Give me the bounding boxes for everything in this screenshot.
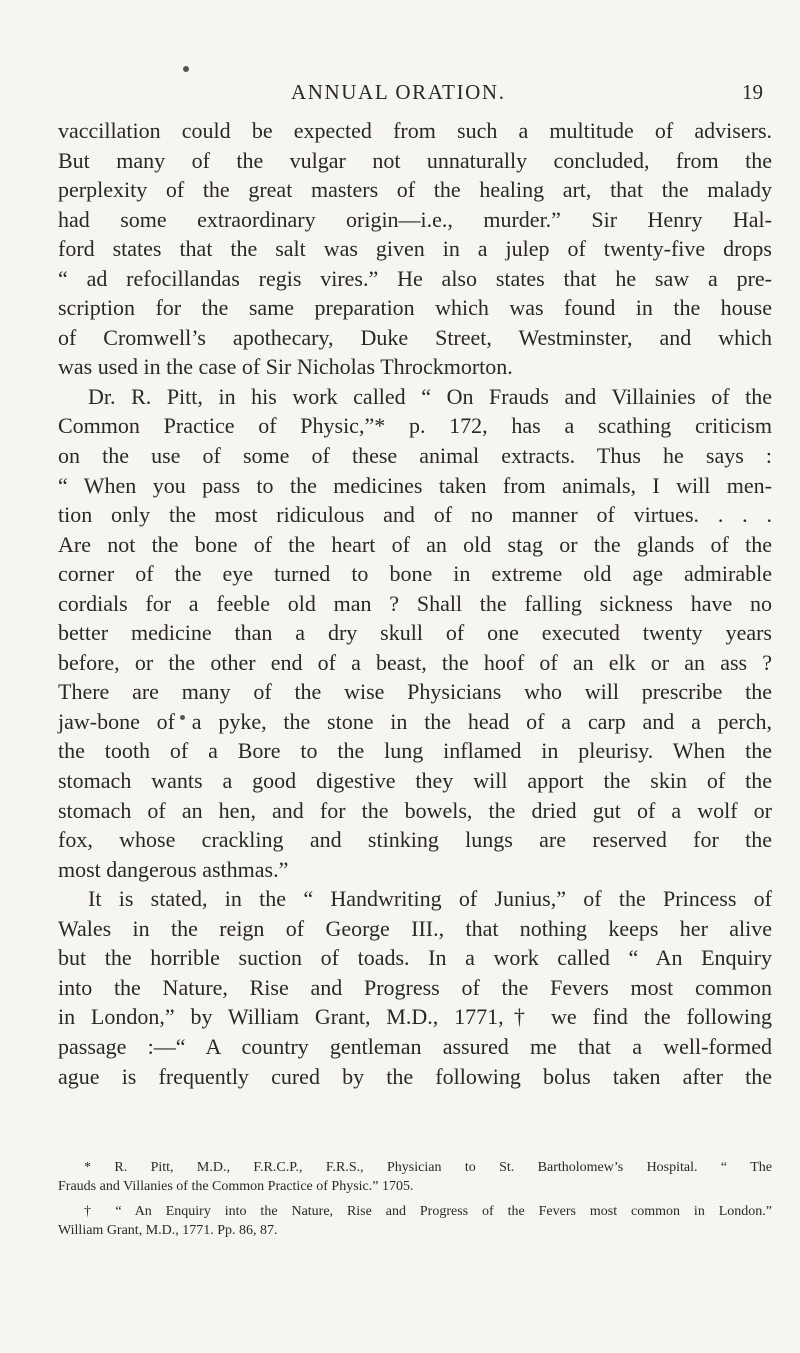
text-line: but the horrible suction of toads. In a work called “ An Enquiry [58, 945, 772, 971]
text-line: before, or the other end of a beast, the hoof of an elk or an ass ? [58, 649, 772, 675]
text-line: “ ad refocillandas regis vires.” He also states that he saw a pre- [58, 265, 772, 291]
text-line: vaccillation could be expected from such a multitude of advisers. [58, 118, 772, 143]
text-line: on the use of some of these animal extracts. Thus he says : [58, 443, 772, 469]
text-line: Wales in the reign of George III., that nothing keeps her alive [58, 915, 772, 941]
paragraph-start-line: Dr. R. Pitt, in his work called “ On Frauds and Villainies of the [88, 383, 772, 409]
body-text [58, 116, 772, 1091]
text-line: Are not the bone of the heart of an old stag or the glands of the [58, 531, 772, 557]
text-line: Common Practice of Physic,”* p. 172, has a scathing criticism [58, 413, 772, 439]
text-line: perplexity of the great masters of the healing art, that the malady [58, 177, 772, 203]
footnote-line: † “ An Enquiry into the Nature, Rise and Progress of the Fevers most common in London.” [84, 1204, 772, 1219]
text-line: of Cromwell’s apothecary, Duke Street, Westminster, and which [58, 324, 772, 350]
paragraph-start-line: It is stated, in the “ Handwriting of Junius,” of the Princess of [88, 886, 772, 912]
ink-speck [183, 66, 189, 72]
running-head: ANNUAL ORATION. [291, 80, 506, 104]
text-line: fox, whose crackling and stinking lungs are reserved for the [58, 827, 772, 853]
text-line: “ When you pass to the medicines taken from animals, I will men- [58, 472, 772, 498]
text-line: jaw-bone of a pyke, the stone in the head of a carp and a perch, [58, 708, 772, 734]
page-number: 19 [742, 80, 763, 104]
text-line: was used in the case of Sir Nicholas Throckmorton. [58, 354, 513, 380]
footnote-line: William Grant, M.D., 1771. Pp. 86, 87. [58, 1223, 278, 1238]
text-line: tion only the most ridiculous and of no manner of virtues. . . . [58, 502, 772, 528]
footnote-line: * R. Pitt, M.D., F.R.C.P., F.R.S., Physician to St. Bartholomew’s Hospital. “ The [84, 1160, 772, 1175]
text-line: stomach of an hen, and for the bowels, the dried gut of a wolf or [58, 797, 772, 823]
text-line: better medicine than a dry skull of one executed twenty years [58, 620, 772, 646]
text-line: But many of the vulgar not unnaturally concluded, from the [58, 147, 772, 173]
text-line: passage :—“ A country gentleman assured me that a well-formed [58, 1033, 772, 1059]
text-line: into the Nature, Rise and Progress of the Fevers most common [58, 974, 772, 1000]
text-line: the tooth of a Bore to the lung inflamed in pleurisy. When the [58, 738, 772, 764]
text-line: had some extraordinary origin—i.e., murder.” Sir Henry Hal- [58, 206, 772, 232]
text-line: corner of the eye turned to bone in extreme old age admirable [58, 561, 772, 587]
text-line: ague is frequently cured by the following bolus taken after the [58, 1063, 772, 1089]
text-line: cordials for a feeble old man ? Shall the falling sickness have no [58, 590, 772, 616]
footnote-line: Frauds and Villanies of the Common Practice of Physic.” 1705. [58, 1179, 414, 1194]
text-line: There are many of the wise Physicians who will prescribe the [58, 679, 772, 705]
text-line: most dangerous asthmas.” [58, 856, 289, 882]
footnotes [58, 1158, 772, 1240]
text-line: stomach wants a good digestive they will apport the skin of the [58, 768, 772, 794]
text-line: scription for the same preparation which was found in the house [58, 295, 772, 321]
page-header [0, 80, 800, 112]
text-line: ford states that the salt was given in a julep of twenty-five drops [58, 236, 772, 262]
text-line: in London,” by William Grant, M.D., 1771,† we find the following [58, 1004, 772, 1030]
